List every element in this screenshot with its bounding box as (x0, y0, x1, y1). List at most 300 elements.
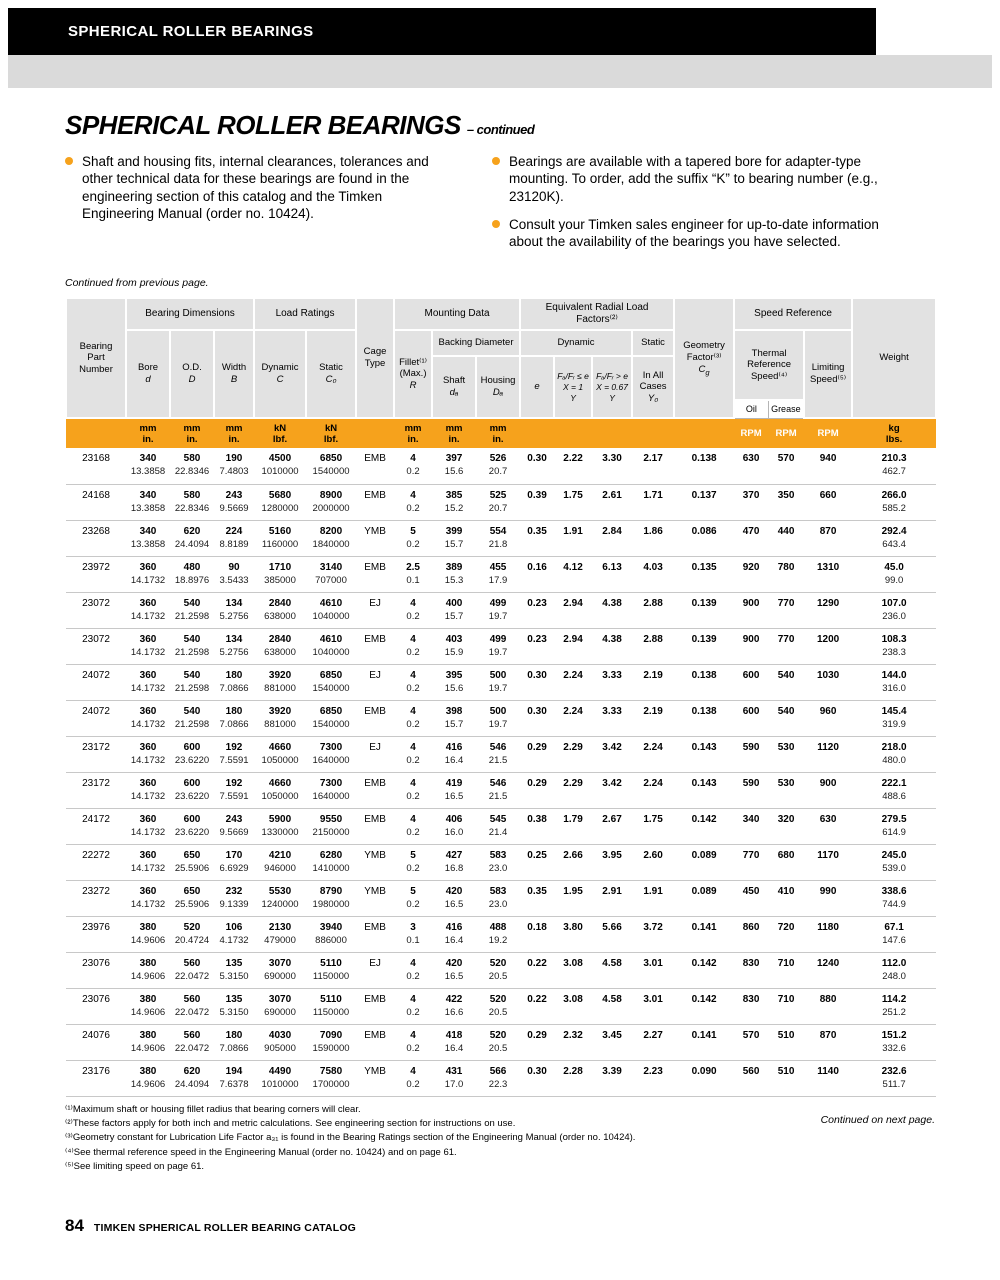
table-cell: 2.28 (554, 1060, 592, 1096)
table-cell: 710 (768, 952, 804, 988)
table-cell: 24172 (66, 808, 126, 844)
group-header-dimensions: Bearing Dimensions (126, 298, 254, 330)
table-cell: YMB (356, 1060, 394, 1096)
table-cell: 0.142 (674, 952, 734, 988)
table-cell: 450 (734, 880, 768, 916)
table-cell: YMB (356, 844, 394, 880)
table-cell: 3.95 (592, 844, 632, 880)
table-cell: 3.33 (592, 700, 632, 736)
table-cell: 5 0.2 (394, 844, 432, 880)
table-cell: 420 16.5 (432, 880, 476, 916)
table-cell: 2.29 (554, 772, 592, 808)
table-cell: EJ (356, 664, 394, 700)
footnote: ⁽¹⁾Maximum shaft or housing fillet radius that bearing corners will clear. (65, 1103, 361, 1115)
table-cell: 3.72 (632, 916, 674, 952)
table-cell: 23076 (66, 952, 126, 988)
col-header-y1: Fₐ/Fᵣ ≤ e X = 1 Y (554, 356, 592, 418)
table-cell: 0.138 (674, 700, 734, 736)
table-cell: 420 16.5 (432, 952, 476, 988)
table-cell: 23976 (66, 916, 126, 952)
table-cell: 1.86 (632, 520, 674, 556)
table-cell: 540 21.2598 (170, 700, 214, 736)
table-cell: 4660 1050000 (254, 772, 306, 808)
table-cell: 2.19 (632, 664, 674, 700)
col-header-e: e (520, 356, 554, 418)
table-cell: 380 14.9606 (126, 988, 170, 1024)
footer-text: TIMKEN SPHERICAL ROLLER BEARING CATALOG (93, 1222, 357, 1234)
table-cell: 880 (804, 988, 852, 1024)
table-cell: 2.67 (592, 808, 632, 844)
subgroup-header-eq-static: Static (632, 330, 674, 356)
page-content (65, 110, 937, 1174)
table-cell: 45.0 99.0 (852, 556, 936, 592)
table-cell: 583 23.0 (476, 844, 520, 880)
table-cell: 4 0.2 (394, 1024, 432, 1060)
table-cell: EJ (356, 592, 394, 628)
table-cell: 546 21.5 (476, 772, 520, 808)
table-row (66, 520, 936, 556)
table-cell: 2.61 (592, 484, 632, 520)
unit-dynamic: kN lbf. (254, 418, 306, 448)
table-cell: 4 0.2 (394, 700, 432, 736)
col-header-thermal: Thermal Reference Speed⁽⁴⁾ (734, 330, 804, 400)
table-cell: 2.84 (592, 520, 632, 556)
table-cell: 770 (768, 628, 804, 664)
table-cell: 134 5.2756 (214, 628, 254, 664)
table-cell: EMB (356, 448, 394, 484)
bullet-icon (492, 157, 500, 165)
bullet-icon (65, 157, 73, 165)
table-cell: 23072 (66, 628, 126, 664)
col-header-bore: Bore d (126, 330, 170, 418)
bullet-text: Consult your Timken sales engineer for up-to-date information about the availability of the bearings you have selected. (509, 216, 879, 250)
table-cell: 2.27 (632, 1024, 674, 1060)
table-cell: 0.23 (520, 592, 554, 628)
col-header-fillet: Fillet⁽¹⁾ (Max.) R (394, 330, 432, 418)
table-cell: 24072 (66, 700, 126, 736)
table-cell: 560 22.0472 (170, 1024, 214, 1060)
bearing-table (65, 297, 937, 1097)
table-cell: 1200 (804, 628, 852, 664)
table-cell: 3920 881000 (254, 664, 306, 700)
table-cell: 3.01 (632, 952, 674, 988)
table-cell: 546 21.5 (476, 736, 520, 772)
table-cell: 380 14.9606 (126, 1060, 170, 1096)
unit-oil-rpm: RPM (734, 418, 768, 448)
col-header-y2: Fₐ/Fᵣ > e X = 0.67 Y (592, 356, 632, 418)
table-cell: 23168 (66, 448, 126, 484)
table-cell: 600 23.6220 (170, 772, 214, 808)
bullet-item (492, 153, 904, 205)
table-cell: 5.66 (592, 916, 632, 952)
table-row (66, 556, 936, 592)
table-cell: 23076 (66, 988, 126, 1024)
table-cell: 106 4.1732 (214, 916, 254, 952)
table-cell: 360 14.1732 (126, 556, 170, 592)
table-cell: 560 (734, 1060, 768, 1096)
table-cell: 7300 1640000 (306, 736, 356, 772)
table-cell: 660 (804, 484, 852, 520)
table-cell: 24168 (66, 484, 126, 520)
table-cell: 170 6.6929 (214, 844, 254, 880)
table-cell: 4.58 (592, 988, 632, 1024)
col-header-part: Bearing Part Number (66, 298, 126, 418)
table-cell: 4490 1010000 (254, 1060, 306, 1096)
col-header-oil: Oil (734, 400, 768, 418)
table-cell: 0.086 (674, 520, 734, 556)
page-title-text: SPHERICAL ROLLER BEARINGS (65, 110, 461, 140)
table-body (66, 448, 936, 1096)
table-cell: 1.75 (554, 484, 592, 520)
unit-limiting-rpm: RPM (804, 418, 852, 448)
table-cell: 8200 1840000 (306, 520, 356, 556)
table-cell: 470 (734, 520, 768, 556)
table-cell: 0.141 (674, 916, 734, 952)
bullet-column-right (492, 153, 904, 261)
table-cell: 2840 638000 (254, 628, 306, 664)
table-cell: 2.5 0.1 (394, 556, 432, 592)
table-cell: 6850 1540000 (306, 448, 356, 484)
table-cell: 340 (734, 808, 768, 844)
table-cell: 1.91 (632, 880, 674, 916)
table-cell: 107.0 236.0 (852, 592, 936, 628)
table-cell: 0.29 (520, 772, 554, 808)
table-row (66, 484, 936, 520)
table-cell: 2.19 (632, 700, 674, 736)
table-cell: 3.30 (592, 448, 632, 484)
table-cell: 540 21.2598 (170, 628, 214, 664)
table-cell: 340 13.3858 (126, 448, 170, 484)
table-cell: 1.71 (632, 484, 674, 520)
table-cell: 5680 1280000 (254, 484, 306, 520)
table-cell: 0.089 (674, 844, 734, 880)
table-cell: 266.0 585.2 (852, 484, 936, 520)
table-cell: 0.142 (674, 808, 734, 844)
table-cell: 340 13.3858 (126, 520, 170, 556)
table-cell: 4 0.2 (394, 988, 432, 1024)
table-cell: 338.6 744.9 (852, 880, 936, 916)
table-cell: 1290 (804, 592, 852, 628)
table-cell: 108.3 238.3 (852, 628, 936, 664)
continued-from-note: Continued from previous page. (65, 277, 209, 290)
table-cell: 8900 2000000 (306, 484, 356, 520)
table-cell: 2.22 (554, 448, 592, 484)
table-cell: 3.45 (592, 1024, 632, 1060)
page-title-suffix: – continued (466, 122, 535, 137)
table-cell: 455 17.9 (476, 556, 520, 592)
table-cell: 530 (768, 772, 804, 808)
table-row (66, 448, 936, 484)
table-cell: 340 13.3858 (126, 484, 170, 520)
table-cell: 0.089 (674, 880, 734, 916)
table-cell: 397 15.6 (432, 448, 476, 484)
table-cell: 830 (734, 952, 768, 988)
table-cell: 526 20.7 (476, 448, 520, 484)
table-cell: 6.13 (592, 556, 632, 592)
table-row (66, 916, 936, 952)
unit-shaft: mm in. (432, 418, 476, 448)
table-cell: EMB (356, 556, 394, 592)
table-cell: 243 9.5669 (214, 484, 254, 520)
table-cell: 4.38 (592, 592, 632, 628)
table-cell: 360 14.1732 (126, 592, 170, 628)
table-cell: 23176 (66, 1060, 126, 1096)
table-cell: 4.58 (592, 952, 632, 988)
table-cell: 1310 (804, 556, 852, 592)
table-cell: 222.1 488.6 (852, 772, 936, 808)
table-cell: 1710 385000 (254, 556, 306, 592)
footnote: ⁽⁴⁾See thermal reference speed in the Engineering Manual (order no. 10424) and on page 61. (65, 1146, 457, 1158)
table-cell: 499 19.7 (476, 592, 520, 628)
table-cell: 24072 (66, 664, 126, 700)
table-cell: 650 25.5906 (170, 844, 214, 880)
table-cell: 4.03 (632, 556, 674, 592)
table-cell: 3.33 (592, 664, 632, 700)
table-cell: EMB (356, 700, 394, 736)
table-row (66, 844, 936, 880)
table-cell: 0.22 (520, 952, 554, 988)
table-row (66, 592, 936, 628)
table-cell: 416 16.4 (432, 736, 476, 772)
table-cell: 0.30 (520, 1060, 554, 1096)
table-cell: 400 15.7 (432, 592, 476, 628)
table-cell: 0.29 (520, 1024, 554, 1060)
table-cell: 1.95 (554, 880, 592, 916)
table-header (66, 298, 936, 448)
table-cell: 4030 905000 (254, 1024, 306, 1060)
table-row (66, 952, 936, 988)
table-cell: 135 5.3150 (214, 988, 254, 1024)
table-cell: 0.138 (674, 664, 734, 700)
table-cell: 5 0.2 (394, 880, 432, 916)
table-cell: 650 25.5906 (170, 880, 214, 916)
table-cell: 3.42 (592, 772, 632, 808)
subgroup-header-eq-dynamic: Dynamic (520, 330, 632, 356)
table-cell: 90 3.5433 (214, 556, 254, 592)
table-cell: 0.143 (674, 772, 734, 808)
table-cell: 2840 638000 (254, 592, 306, 628)
table-cell: 0.38 (520, 808, 554, 844)
table-row (66, 628, 936, 664)
table-cell: 224 8.8189 (214, 520, 254, 556)
table-cell: 510 (768, 1060, 804, 1096)
table-cell: 422 16.6 (432, 988, 476, 1024)
col-header-static: Static C₀ (306, 330, 356, 418)
table-cell: 770 (768, 592, 804, 628)
bullet-text: Shaft and housing fits, internal clearances, tolerances and other technical data for these bearings are found in the engineering section of this catalog and the Timken Engineering Manual (order no. 10424). (82, 154, 429, 221)
table-cell: 2.29 (554, 736, 592, 772)
table-row (66, 988, 936, 1024)
table-cell: 0.16 (520, 556, 554, 592)
table-cell: 590 (734, 736, 768, 772)
table-cell: 1240 (804, 952, 852, 988)
table-cell: 232 9.1339 (214, 880, 254, 916)
table-cell: 0.29 (520, 736, 554, 772)
table-cell: 5 0.2 (394, 520, 432, 556)
table-cell: 5160 1160000 (254, 520, 306, 556)
group-header-speed: Speed Reference (734, 298, 852, 330)
table-cell: 5110 1150000 (306, 952, 356, 988)
table-cell: 560 22.0472 (170, 988, 214, 1024)
table-cell: 680 (768, 844, 804, 880)
table-cell: 135 5.3150 (214, 952, 254, 988)
table-cell: 8790 1980000 (306, 880, 356, 916)
table-cell: 399 15.7 (432, 520, 476, 556)
table-cell: 360 14.1732 (126, 772, 170, 808)
table-cell: 590 (734, 772, 768, 808)
units-row (66, 418, 936, 448)
table-cell: 3.01 (632, 988, 674, 1024)
table-cell: 0.35 (520, 880, 554, 916)
page-title (65, 110, 937, 141)
table-cell: 0.143 (674, 736, 734, 772)
table-cell: 4 0.2 (394, 1060, 432, 1096)
table-cell: 2.24 (632, 736, 674, 772)
table-cell: 7580 1700000 (306, 1060, 356, 1096)
unit-grease-rpm: RPM (768, 418, 804, 448)
table-cell: 1170 (804, 844, 852, 880)
table-cell: 134 5.2756 (214, 592, 254, 628)
table-row (66, 880, 936, 916)
table-cell: 4.38 (592, 628, 632, 664)
table-cell: 990 (804, 880, 852, 916)
table-cell: 4 0.2 (394, 808, 432, 844)
table-cell: 7090 1590000 (306, 1024, 356, 1060)
table-cell: 4610 1040000 (306, 592, 356, 628)
table-cell: 3140 707000 (306, 556, 356, 592)
table-cell: 0.135 (674, 556, 734, 592)
table-cell: 3.39 (592, 1060, 632, 1096)
table-cell: 2.88 (632, 628, 674, 664)
table-cell: 279.5 614.9 (852, 808, 936, 844)
table-cell: 24076 (66, 1024, 126, 1060)
col-header-grease: Grease (768, 400, 804, 418)
table-cell: 0.30 (520, 700, 554, 736)
group-header-equivalent: Equivalent Radial Load Factors⁽²⁾ (520, 298, 674, 330)
table-cell: 4 0.2 (394, 484, 432, 520)
table-cell: 151.2 332.6 (852, 1024, 936, 1060)
table-cell: 243 9.5669 (214, 808, 254, 844)
table-cell: 0.30 (520, 448, 554, 484)
table-cell: 2.24 (554, 700, 592, 736)
table-cell: 0.35 (520, 520, 554, 556)
table-cell: 23172 (66, 772, 126, 808)
table-cell: 600 (734, 700, 768, 736)
table-cell: 900 (734, 592, 768, 628)
table-cell: 380 14.9606 (126, 1024, 170, 1060)
table-cell: 6850 1540000 (306, 700, 356, 736)
table-cell: 1.79 (554, 808, 592, 844)
table-cell: 540 (768, 664, 804, 700)
table-cell: 520 20.4724 (170, 916, 214, 952)
table-cell: 398 15.7 (432, 700, 476, 736)
table-cell: 385 15.2 (432, 484, 476, 520)
table-cell: 530 (768, 736, 804, 772)
table-cell: 360 14.1732 (126, 664, 170, 700)
table-cell: 144.0 316.0 (852, 664, 936, 700)
unit-static: kN lbf. (306, 418, 356, 448)
table-cell: 427 16.8 (432, 844, 476, 880)
table-cell: EMB (356, 988, 394, 1024)
table-cell: EJ (356, 952, 394, 988)
table-row (66, 772, 936, 808)
table-cell: 0.23 (520, 628, 554, 664)
table-cell: 1030 (804, 664, 852, 700)
table-cell: 23972 (66, 556, 126, 592)
table-cell: 6280 1410000 (306, 844, 356, 880)
table-cell: 4 0.2 (394, 952, 432, 988)
col-header-backing: Backing Diameter (432, 330, 520, 356)
table-cell: 0.139 (674, 628, 734, 664)
table-cell: 320 (768, 808, 804, 844)
table-cell: 4 0.2 (394, 772, 432, 808)
col-header-geometry: Geometry Factor⁽³⁾ $C_g$ (674, 298, 734, 418)
table-cell: 180 7.0866 (214, 1024, 254, 1060)
table-row (66, 700, 936, 736)
table-cell: 431 17.0 (432, 1060, 476, 1096)
table-cell: 23072 (66, 592, 126, 628)
table-cell: EMB (356, 772, 394, 808)
table-cell: 3070 690000 (254, 952, 306, 988)
table-cell: 5530 1240000 (254, 880, 306, 916)
table-cell: 3.80 (554, 916, 592, 952)
table-cell: EMB (356, 484, 394, 520)
bullet-text: Bearings are available with a tapered bore for adapter-type mounting. To order, add the suffix “K” to bearing number (e.g., 23120K). (509, 154, 878, 204)
table-cell: 566 22.3 (476, 1060, 520, 1096)
table-cell: 2.60 (632, 844, 674, 880)
table-cell: 194 7.6378 (214, 1060, 254, 1096)
table-cell: 580 22.8346 (170, 448, 214, 484)
table-cell: 499 19.7 (476, 628, 520, 664)
table-cell: 960 (804, 700, 852, 736)
footnote: ⁽³⁾Geometry constant for Lubrication Life Factor a₃₁ is found in the Bearing Ratings section of the Engineering Manual (order no. 10424). (65, 1132, 636, 1144)
table-cell: 540 21.2598 (170, 592, 214, 628)
table-cell: 0.139 (674, 592, 734, 628)
col-header-y0: In All Cases Y₀ (632, 356, 674, 418)
table-cell: 0.18 (520, 916, 554, 952)
table-cell: 570 (734, 1024, 768, 1060)
bullet-column-left (65, 153, 450, 261)
table-cell: 780 (768, 556, 804, 592)
table-cell: 380 14.9606 (126, 952, 170, 988)
table-cell: 360 14.1732 (126, 736, 170, 772)
bullet-item (492, 216, 904, 251)
table-cell: 560 22.0472 (170, 952, 214, 988)
table-cell: 3940 886000 (306, 916, 356, 952)
footnote: ⁽²⁾These factors apply for both inch and metric calculations. See engineering section for instructions on use. (65, 1118, 516, 1130)
table-row (66, 1060, 936, 1096)
table-cell: 4660 1050000 (254, 736, 306, 772)
table-cell: 440 (768, 520, 804, 556)
page-number: 84 (65, 1216, 84, 1235)
table-cell: 245.0 539.0 (852, 844, 936, 880)
table-cell: 2.32 (554, 1024, 592, 1060)
table-cell: 620 24.4094 (170, 1060, 214, 1096)
unit-housing: mm in. (476, 418, 520, 448)
footnote: ⁽⁵⁾See limiting speed on page 61. (65, 1160, 205, 1172)
unit-bore: mm in. (126, 418, 170, 448)
table-cell: 2130 479000 (254, 916, 306, 952)
table-cell: 112.0 248.0 (852, 952, 936, 988)
table-cell: 2.24 (632, 772, 674, 808)
table-cell: 580 22.8346 (170, 484, 214, 520)
table-cell: 540 (768, 700, 804, 736)
table-cell: 630 (734, 448, 768, 484)
table-cell: 4.12 (554, 556, 592, 592)
table-cell: 0.138 (674, 448, 734, 484)
table-cell: 4500 1010000 (254, 448, 306, 484)
table-cell: 370 (734, 484, 768, 520)
